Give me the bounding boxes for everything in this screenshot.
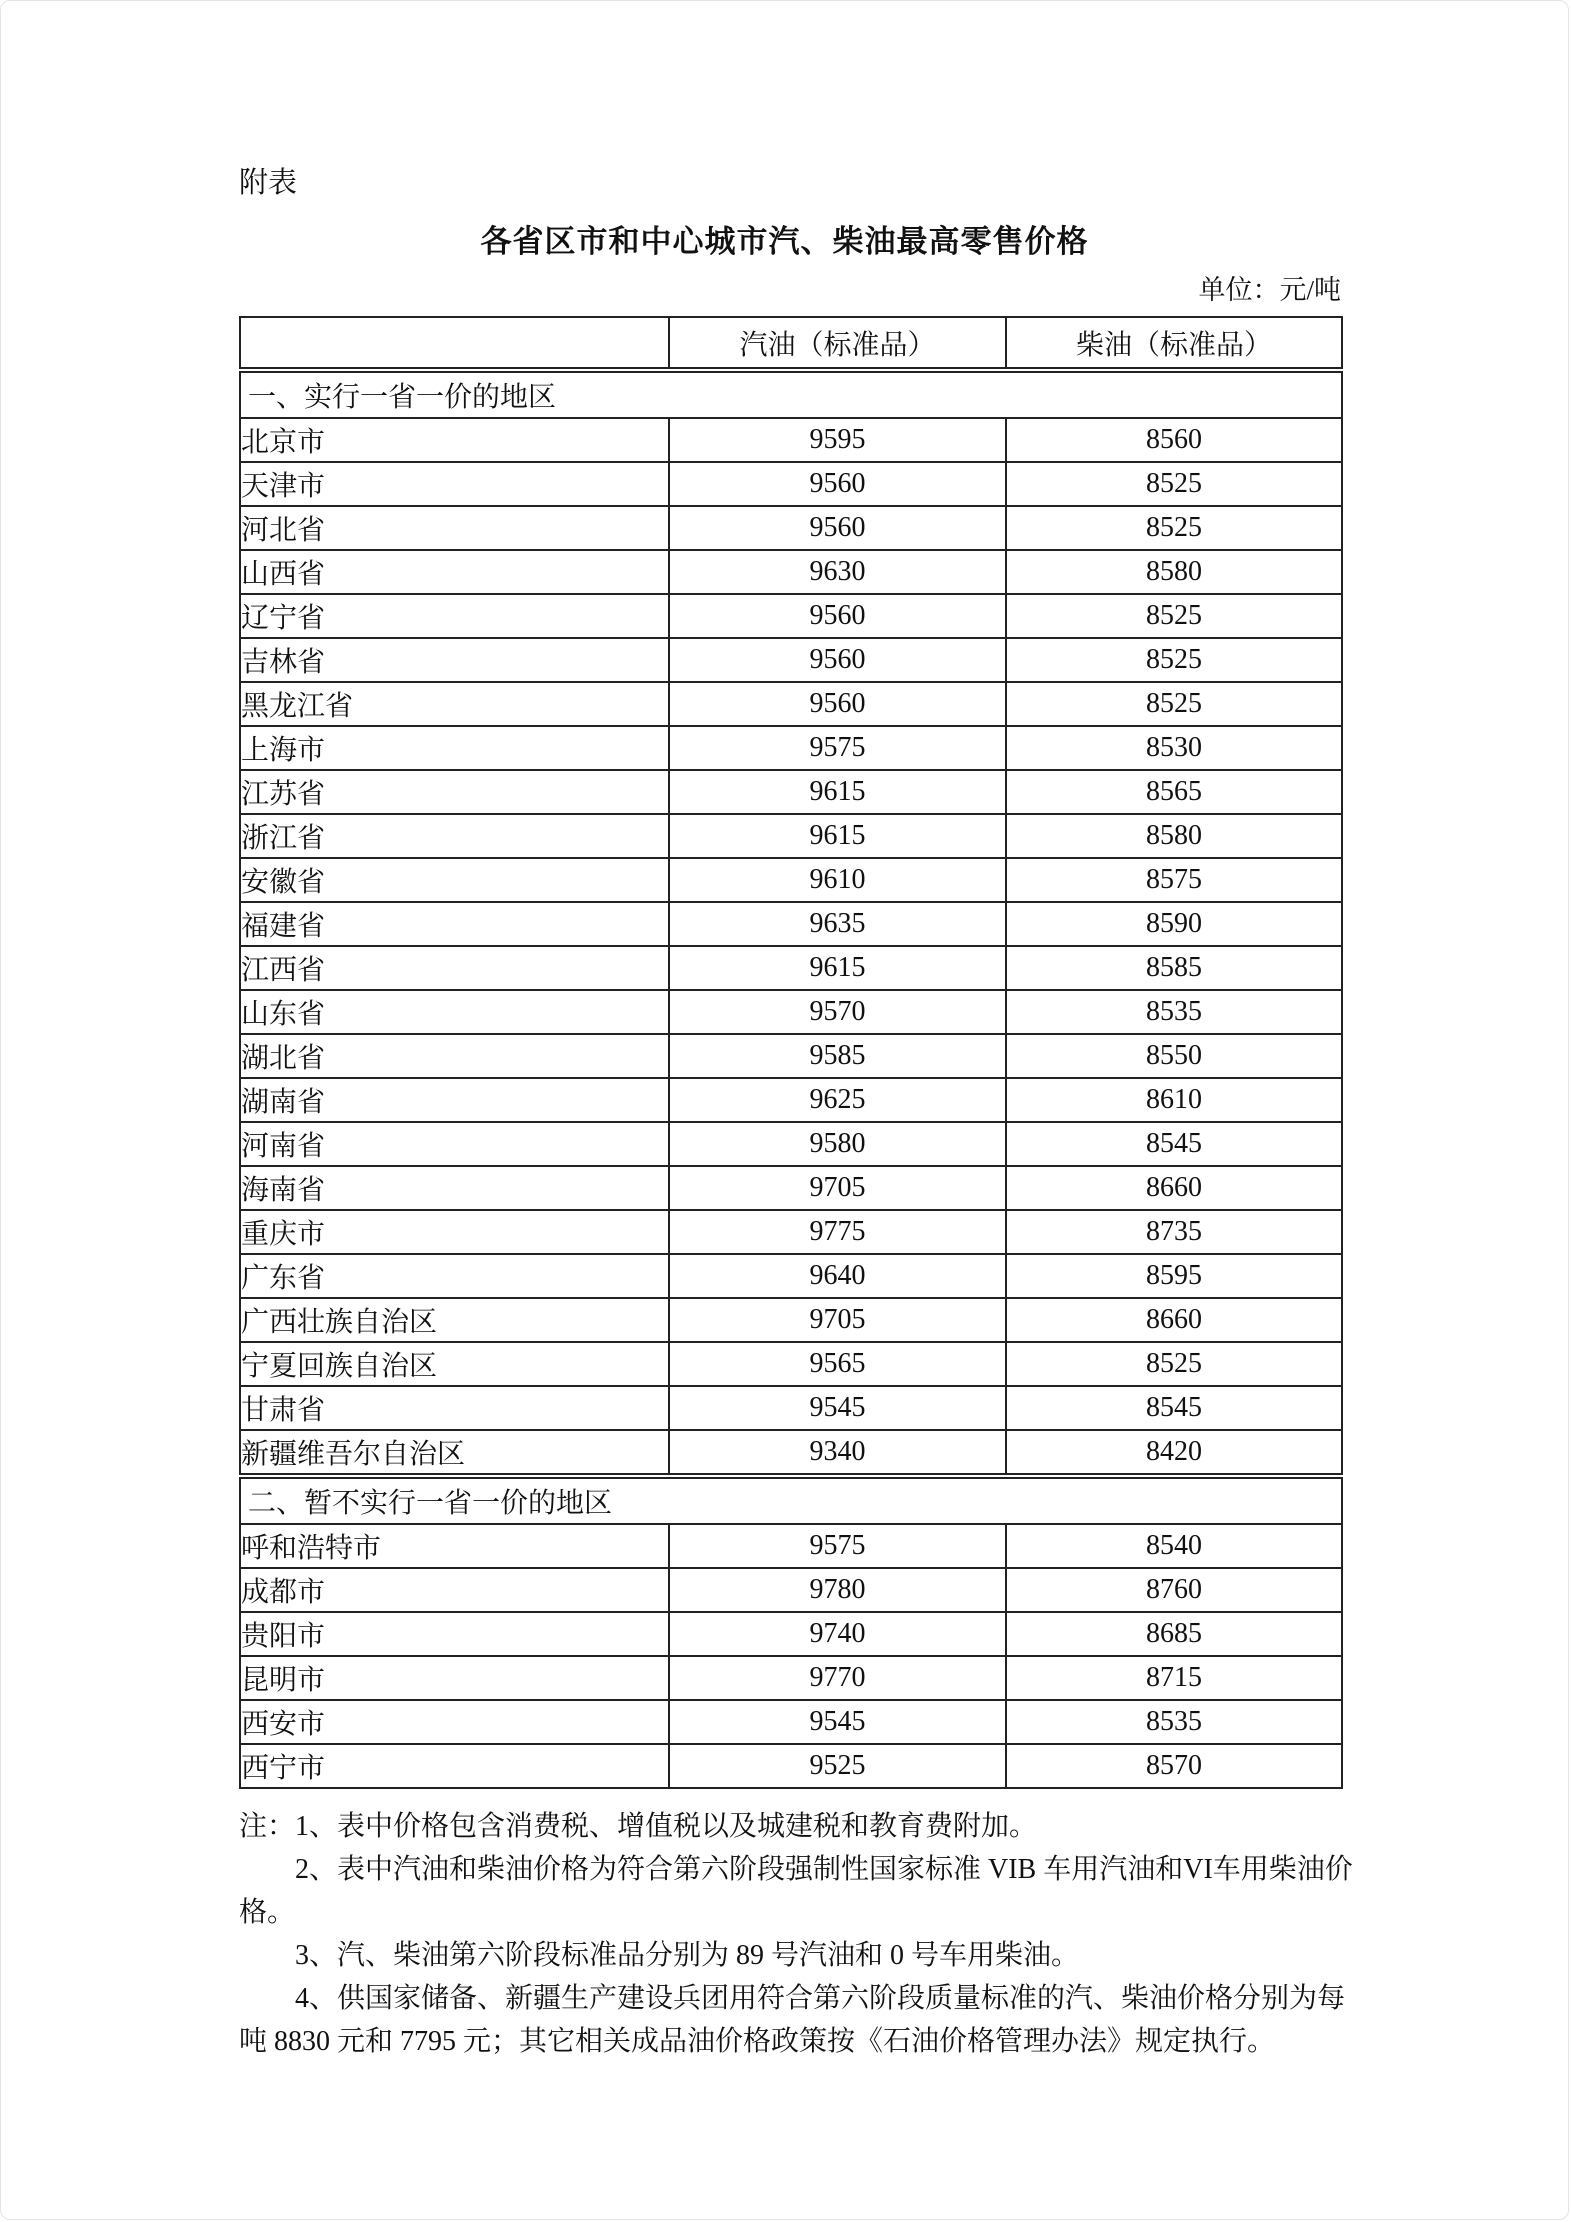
diesel-price: 8525 bbox=[1006, 462, 1342, 506]
table-row bbox=[240, 946, 1342, 990]
region-name: 呼和浩特市 bbox=[240, 1524, 669, 1568]
table-row bbox=[240, 1210, 1342, 1254]
table-row bbox=[240, 1034, 1342, 1078]
gasoline-price: 9570 bbox=[669, 990, 1006, 1034]
gasoline-price: 9580 bbox=[669, 1122, 1006, 1166]
table-row bbox=[240, 1078, 1342, 1122]
gasoline-column-header: 汽油（标准品） bbox=[669, 317, 1006, 370]
unit-label: 单位：元/吨 bbox=[1198, 274, 1341, 305]
price-table-body bbox=[240, 370, 1342, 1788]
table-row bbox=[240, 1700, 1342, 1744]
region-name: 福建省 bbox=[240, 902, 669, 946]
diesel-price: 8660 bbox=[1006, 1166, 1342, 1210]
region-name: 贵阳市 bbox=[240, 1612, 669, 1656]
gasoline-price: 9545 bbox=[669, 1386, 1006, 1430]
diesel-price: 8715 bbox=[1006, 1656, 1342, 1700]
region-name: 西宁市 bbox=[240, 1744, 669, 1788]
region-name: 成都市 bbox=[240, 1568, 669, 1612]
gasoline-price: 9705 bbox=[669, 1166, 1006, 1210]
section-heading-row bbox=[240, 1476, 1342, 1524]
region-name: 河北省 bbox=[240, 506, 669, 550]
region-name: 新疆维吾尔自治区 bbox=[240, 1430, 669, 1476]
diesel-price: 8735 bbox=[1006, 1210, 1342, 1254]
page-title: 各省区市和中心城市汽、柴油最高零售价格 bbox=[480, 223, 1089, 259]
region-name: 广西壮族自治区 bbox=[240, 1298, 669, 1342]
diesel-price: 8565 bbox=[1006, 770, 1342, 814]
table-row bbox=[240, 726, 1342, 770]
region-name: 安徽省 bbox=[240, 858, 669, 902]
note-2: 2、表中汽油和柴油价格为符合第六阶段强制性国家标准 VIB 车用汽油和VI车用柴油价格。 bbox=[239, 1854, 1353, 1929]
diesel-price: 8760 bbox=[1006, 1568, 1342, 1612]
region-name: 山西省 bbox=[240, 550, 669, 594]
note-1: 注：1、表中价格包含消费税、增值税以及城建税和教育费附加。 bbox=[239, 1811, 1038, 1843]
diesel-column-header: 柴油（标准品） bbox=[1006, 317, 1342, 370]
note-4: 4、供国家储备、新疆生产建设兵团用符合第六阶段质量标准的汽、柴油价格分别为每吨 8830 元和 7795 元；其它相关成品油价格政策按《石油价格管理办法》规定执行。 bbox=[239, 1983, 1346, 2058]
table-row bbox=[240, 770, 1342, 814]
gasoline-price: 9705 bbox=[669, 1298, 1006, 1342]
gasoline-price: 9615 bbox=[669, 814, 1006, 858]
gasoline-price: 9625 bbox=[669, 1078, 1006, 1122]
gasoline-price: 9575 bbox=[669, 1524, 1006, 1568]
region-name: 北京市 bbox=[240, 418, 669, 462]
table-row bbox=[240, 462, 1342, 506]
price-table bbox=[239, 316, 1343, 1789]
diesel-price: 8525 bbox=[1006, 506, 1342, 550]
table-row bbox=[240, 638, 1342, 682]
diesel-price: 8525 bbox=[1006, 594, 1342, 638]
table-row bbox=[240, 1254, 1342, 1298]
diesel-price: 8525 bbox=[1006, 682, 1342, 726]
diesel-price: 8535 bbox=[1006, 990, 1342, 1034]
table-row bbox=[240, 550, 1342, 594]
table-row bbox=[240, 1342, 1342, 1386]
table-row bbox=[240, 1430, 1342, 1476]
gasoline-price: 9740 bbox=[669, 1612, 1006, 1656]
table-row bbox=[240, 594, 1342, 638]
region-name: 河南省 bbox=[240, 1122, 669, 1166]
section-heading: 二、暂不实行一省一价的地区 bbox=[240, 1476, 1342, 1524]
region-name: 甘肃省 bbox=[240, 1386, 669, 1430]
region-name: 宁夏回族自治区 bbox=[240, 1342, 669, 1386]
table-row bbox=[240, 1298, 1342, 1342]
diesel-price: 8585 bbox=[1006, 946, 1342, 990]
table-row bbox=[240, 682, 1342, 726]
region-name: 吉林省 bbox=[240, 638, 669, 682]
gasoline-price: 9635 bbox=[669, 902, 1006, 946]
diesel-price: 8530 bbox=[1006, 726, 1342, 770]
gasoline-price: 9770 bbox=[669, 1656, 1006, 1700]
region-name: 浙江省 bbox=[240, 814, 669, 858]
region-name: 重庆市 bbox=[240, 1210, 669, 1254]
gasoline-price: 9615 bbox=[669, 946, 1006, 990]
table-header-row bbox=[240, 317, 1342, 370]
region-name: 江西省 bbox=[240, 946, 669, 990]
region-name: 西安市 bbox=[240, 1700, 669, 1744]
diesel-price: 8570 bbox=[1006, 1744, 1342, 1788]
gasoline-price: 9525 bbox=[669, 1744, 1006, 1788]
table-row bbox=[240, 1386, 1342, 1430]
region-name: 湖北省 bbox=[240, 1034, 669, 1078]
diesel-price: 8420 bbox=[1006, 1430, 1342, 1476]
table-row bbox=[240, 506, 1342, 550]
gasoline-price: 9560 bbox=[669, 594, 1006, 638]
region-column-header bbox=[240, 317, 669, 370]
region-name: 山东省 bbox=[240, 990, 669, 1034]
diesel-price: 8540 bbox=[1006, 1524, 1342, 1568]
diesel-price: 8545 bbox=[1006, 1386, 1342, 1430]
region-name: 海南省 bbox=[240, 1166, 669, 1210]
table-row bbox=[240, 1612, 1342, 1656]
gasoline-price: 9630 bbox=[669, 550, 1006, 594]
gasoline-price: 9565 bbox=[669, 1342, 1006, 1386]
diesel-price: 8560 bbox=[1006, 418, 1342, 462]
gasoline-price: 9585 bbox=[669, 1034, 1006, 1078]
diesel-price: 8545 bbox=[1006, 1122, 1342, 1166]
table-row bbox=[240, 1122, 1342, 1166]
region-name: 天津市 bbox=[240, 462, 669, 506]
gasoline-price: 9560 bbox=[669, 682, 1006, 726]
notes-block bbox=[239, 1805, 1369, 2063]
diesel-price: 8685 bbox=[1006, 1612, 1342, 1656]
gasoline-price: 9560 bbox=[669, 638, 1006, 682]
gasoline-price: 9780 bbox=[669, 1568, 1006, 1612]
gasoline-price: 9545 bbox=[669, 1700, 1006, 1744]
section-heading-row bbox=[240, 370, 1342, 418]
gasoline-price: 9560 bbox=[669, 462, 1006, 506]
appendix-label: 附表 bbox=[239, 167, 298, 199]
gasoline-price: 9340 bbox=[669, 1430, 1006, 1476]
note-3: 3、汽、柴油第六阶段标准品分别为 89 号汽油和 0 号车用柴油。 bbox=[295, 1940, 1080, 1972]
table-row bbox=[240, 418, 1342, 462]
region-name: 江苏省 bbox=[240, 770, 669, 814]
table-row bbox=[240, 1568, 1342, 1612]
gasoline-price: 9615 bbox=[669, 770, 1006, 814]
gasoline-price: 9640 bbox=[669, 1254, 1006, 1298]
region-name: 黑龙江省 bbox=[240, 682, 669, 726]
table-row bbox=[240, 1524, 1342, 1568]
diesel-price: 8580 bbox=[1006, 550, 1342, 594]
gasoline-price: 9610 bbox=[669, 858, 1006, 902]
diesel-price: 8610 bbox=[1006, 1078, 1342, 1122]
table-row bbox=[240, 902, 1342, 946]
section-heading: 一、实行一省一价的地区 bbox=[240, 370, 1342, 418]
region-name: 辽宁省 bbox=[240, 594, 669, 638]
table-row bbox=[240, 858, 1342, 902]
gasoline-price: 9575 bbox=[669, 726, 1006, 770]
diesel-price: 8660 bbox=[1006, 1298, 1342, 1342]
diesel-price: 8580 bbox=[1006, 814, 1342, 858]
diesel-price: 8590 bbox=[1006, 902, 1342, 946]
region-name: 广东省 bbox=[240, 1254, 669, 1298]
diesel-price: 8595 bbox=[1006, 1254, 1342, 1298]
gasoline-price: 9560 bbox=[669, 506, 1006, 550]
table-row bbox=[240, 990, 1342, 1034]
diesel-price: 8525 bbox=[1006, 638, 1342, 682]
table-row bbox=[240, 814, 1342, 858]
diesel-price: 8535 bbox=[1006, 1700, 1342, 1744]
table-row bbox=[240, 1656, 1342, 1700]
table-row bbox=[240, 1166, 1342, 1210]
region-name: 湖南省 bbox=[240, 1078, 669, 1122]
region-name: 昆明市 bbox=[240, 1656, 669, 1700]
region-name: 上海市 bbox=[240, 726, 669, 770]
gasoline-price: 9595 bbox=[669, 418, 1006, 462]
diesel-price: 8550 bbox=[1006, 1034, 1342, 1078]
gasoline-price: 9775 bbox=[669, 1210, 1006, 1254]
table-row bbox=[240, 1744, 1342, 1788]
diesel-price: 8525 bbox=[1006, 1342, 1342, 1386]
diesel-price: 8575 bbox=[1006, 858, 1342, 902]
